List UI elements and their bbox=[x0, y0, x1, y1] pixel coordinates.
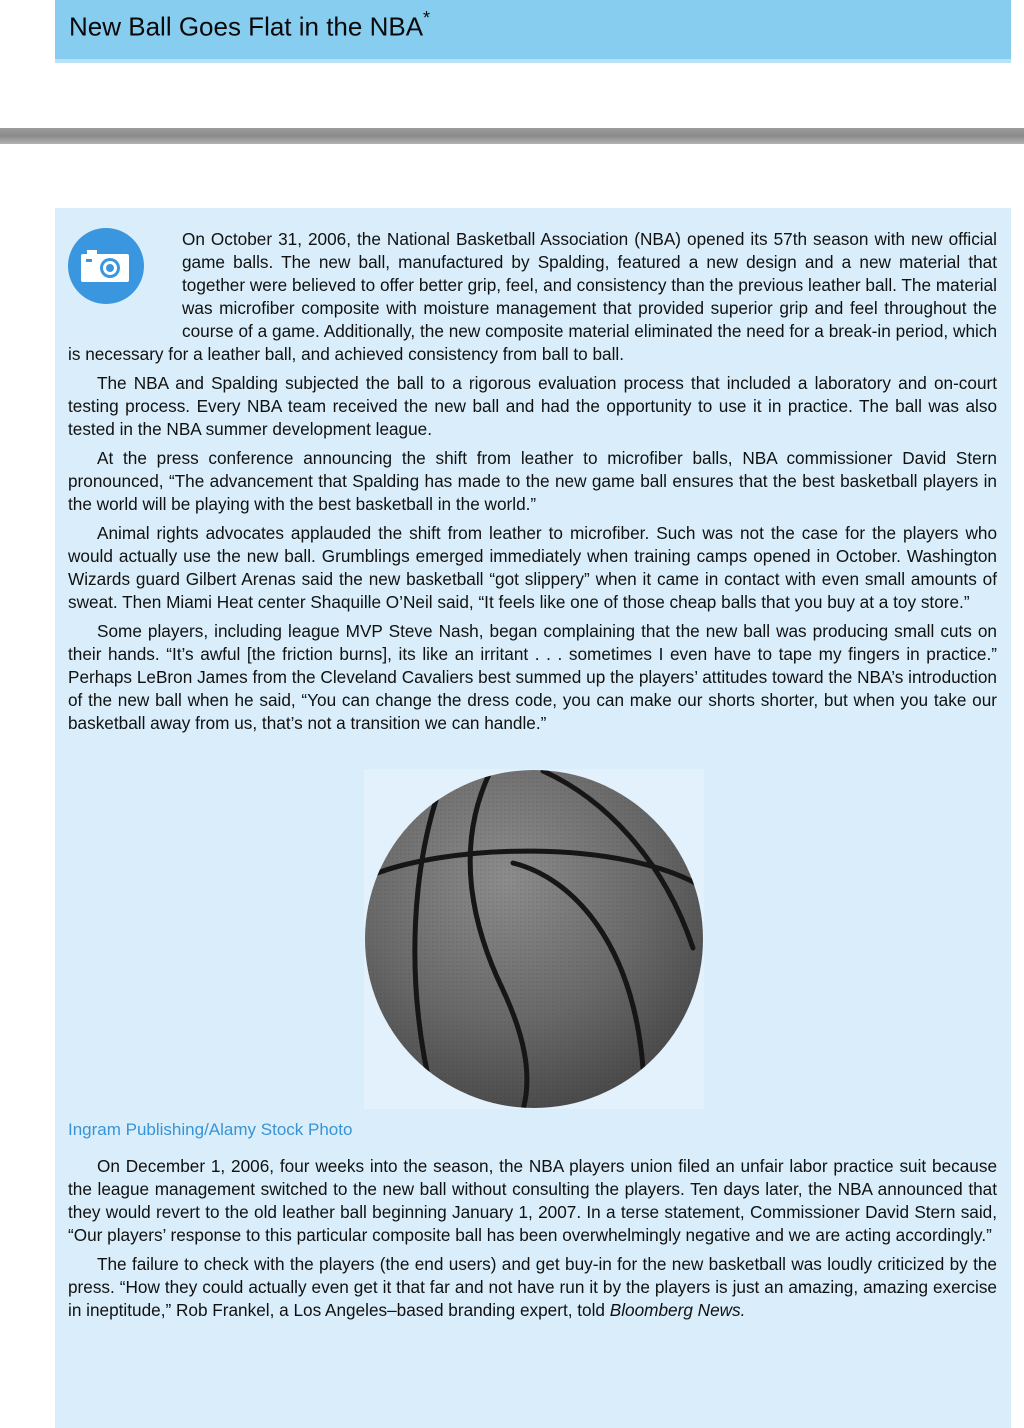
title-bar bbox=[55, 0, 1011, 63]
paragraph-1: On October 31, 2006, the National Basketball Association (NBA) opened its 57th season with new official game balls. The new ball, manufactured by Spalding, featured a new design and a new material that together were believed to offer better grip, feel, and consistency than the previous leather ball. The material was microfiber composite with moisture management that provided superior grip and feel throughout the course of a game. Additionally, the new composite material eliminated the need for a break-in period, which is necessary for a leather ball, and achieved consistency from ball to ball. bbox=[68, 229, 997, 364]
footnote-marker: * bbox=[423, 8, 431, 28]
paragraph-2: The NBA and Spalding subjected the ball to a rigorous evaluation process that included a laboratory and on-court testing process. Every NBA team received the new ball and had the opportunity to use it in practice. The ball was also tested in the NBA summer development league. bbox=[68, 373, 997, 439]
camera-badge bbox=[68, 228, 182, 326]
paragraph-4: Animal rights advocates applauded the shift from leather to microfiber. Such was not the case for the players who would actually use the new ball. Grumblings emerged immediately when training camps opened in October. Washington Wizards guard Gilbert Arenas said the new basketball “got slippery” when it came in contact with even small amounts of sweat. Then Miami Heat center Shaquille O’Neil said, “It feels like one of those cheap balls that you buy at a toy store.” bbox=[68, 523, 997, 612]
paragraph-5: Some players, including league MVP Steve Nash, began complaining that the new ball was producing small cuts on their hands. “It’s awful [the friction burns], its like an irritant . . . sometimes I even have to tape my fingers in practice.” Perhaps LeBron James from the Cleveland Cavaliers best summed up the players’ attitudes toward the NBA’s introduction of the new ball when he said, “You can change the dress code, you can make our shorts shorter, but when you take our basketball away from us, that’s not a transition we can handle.” bbox=[68, 621, 997, 733]
paragraph-7-text: The failure to check with the players (the end users) and get buy-in for the new basketball was loudly criticized by the press. “How they could actually even get it that far and not have run it by the players is just an amazing, amazing exercise in ineptitude,” Rob Frankel, a Los Angeles–based branding expert, told bbox=[68, 1254, 997, 1320]
camera-icon bbox=[68, 228, 144, 304]
photo-credit: Ingram Publishing/Alamy Stock Photo bbox=[68, 1120, 353, 1139]
page-title-text: New Ball Goes Flat in the NBA bbox=[69, 11, 424, 42]
feature-box bbox=[55, 208, 1011, 1428]
section-divider bbox=[0, 128, 1024, 144]
paragraph-3: At the press conference announcing the shift from leather to microfiber balls, NBA commissioner David Stern pronounced, “The advancement that Spalding has made to the new game ball ensures that the best basketball players in the world will be playing with the best basketball in the world.” bbox=[68, 448, 997, 514]
basketball-image bbox=[363, 768, 705, 1110]
paragraph-7 bbox=[68, 1253, 997, 1322]
feature-content bbox=[68, 228, 997, 1328]
paragraph-6: On December 1, 2006, four weeks into the season, the NBA players union filed an unfair labor practice suit because the league management switched to the new ball without consulting the players. Ten days later, the NBA announced that they would revert to the old leather ball beginning January 1, 2007. In a terse statement, Commissioner David Stern said, “Our players’ response to this particular composite ball has been overwhelmingly negative and we are acting accordingly.” bbox=[68, 1156, 997, 1245]
bloomberg-citation: Bloomberg News. bbox=[609, 1300, 746, 1320]
page-title bbox=[69, 10, 430, 43]
basketball-photo bbox=[68, 745, 997, 1115]
